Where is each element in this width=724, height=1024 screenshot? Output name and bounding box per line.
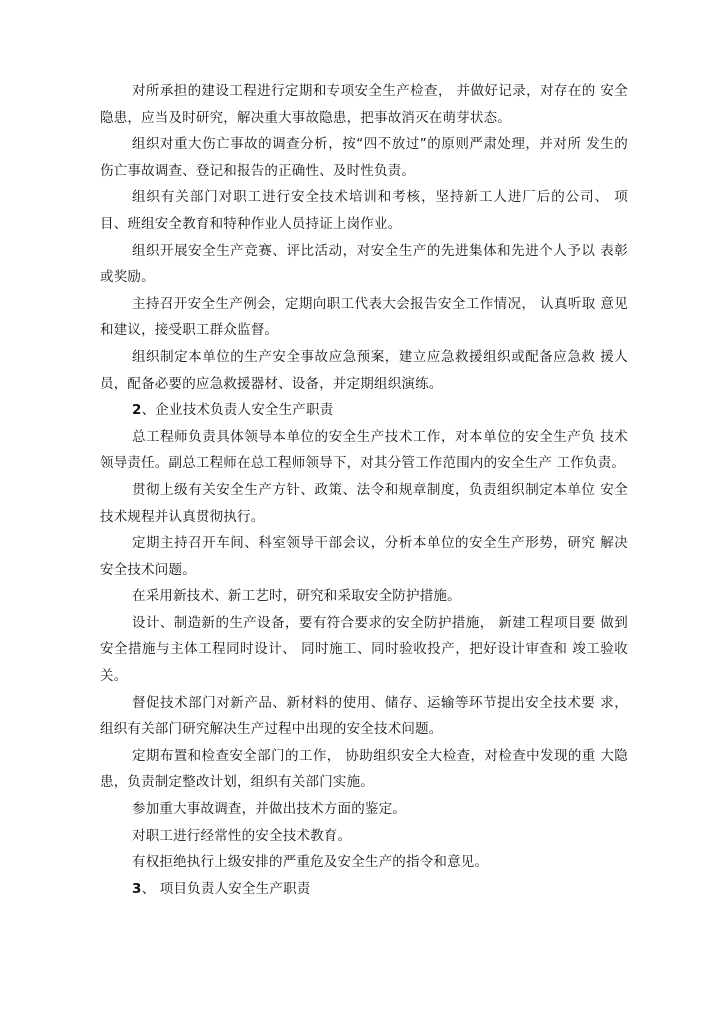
section-title: 、 项目负责人安全生产职责 [141, 880, 311, 897]
paragraph: 组织开展安全生产竞赛、评比活动，对安全生产的先进集体和先进个人予以 表彰或奖励。 [100, 242, 628, 286]
paragraph: 定期布置和检查安全部门的工作， 协助组织安全大检查，对检查中发现的重 大隐患，负责制定整改计划，组织有关部门实施。 [100, 747, 628, 791]
paragraph: 有权拒绝执行上级安排的严重危及安全生产的指令和意见。 [132, 854, 489, 871]
paragraph: 在采用新技术、新工艺时，研究和采取安全防护措施。 [132, 588, 461, 605]
paragraph: 贯彻上级有关安全生产方针、政策、法令和规章制度，负责组织制定本单位 安全技术规程并认真贯彻执行。 [100, 481, 628, 525]
paragraph: 设计、制造新的生产设备，要有符合要求的安全防护措施， 新建工程项目要 做到安全措施与主体工程同时设计、 同时施工、同时验收投产，把好设计审查和 竣工验收关。 [100, 614, 628, 685]
paragraph: 总工程师负责具体领导本单位的安全生产技术工作，对本单位的安全生产负 技术领导责任。副总工程师在总工程师领导下，对其分管工作范围内的安全生产 工作负责。 [100, 428, 628, 472]
paragraph: 督促技术部门对新产品、新材料的使用、储存、运输等环节提出安全技术要 求，组织有关部门研究解决生产过程中出现的安全技术问题。 [100, 694, 628, 738]
paragraph: 参加重大事故调查，并做出技术方面的鉴定。 [132, 801, 406, 818]
paragraph: 对所承担的建设工程进行定期和专项安全生产检查， 并做好记录，对存在的 安全隐患，应当及时研究，解决重大事故隐患，把事故消灭在萌芽状态。 [100, 83, 628, 126]
section-number: 2 [132, 402, 142, 419]
document-body [100, 78, 628, 902]
paragraph: 组织制定本单位的生产安全事故应急预案，建立应急救援组织或配备应急救 援人员，配备必要的应急救援器材、设备，并定期组织演练。 [100, 348, 628, 392]
section-title: 、企业技术负责人安全生产职责 [141, 402, 334, 419]
paragraph: 对职工进行经常性的安全技术教育。 [132, 827, 352, 844]
section-heading [100, 397, 628, 424]
paragraph: 组织对重大伤亡事故的调查分析，按“四不放过”的原则严肃处理，并对所 发生的伤亡事故调查、登记和报告的正确性、及时性负责。 [100, 136, 628, 179]
paragraph: 定期主持召开车间、科室领导干部会议，分析本单位的安全生产形势，研究 解决安全技术问题。 [100, 535, 628, 578]
section-heading [100, 876, 628, 903]
paragraph: 组织有关部门对职工进行安全技术培训和考核，坚持新工人进厂后的公司、 项目、班组安全教育和特种作业人员持证上岗作业。 [100, 189, 628, 232]
paragraph: 主持召开安全生产例会，定期向职工代表大会报告安全工作情况， 认真听取 意见和建议，接受职工群众监督。 [100, 295, 628, 339]
section-number: 3 [132, 880, 142, 897]
